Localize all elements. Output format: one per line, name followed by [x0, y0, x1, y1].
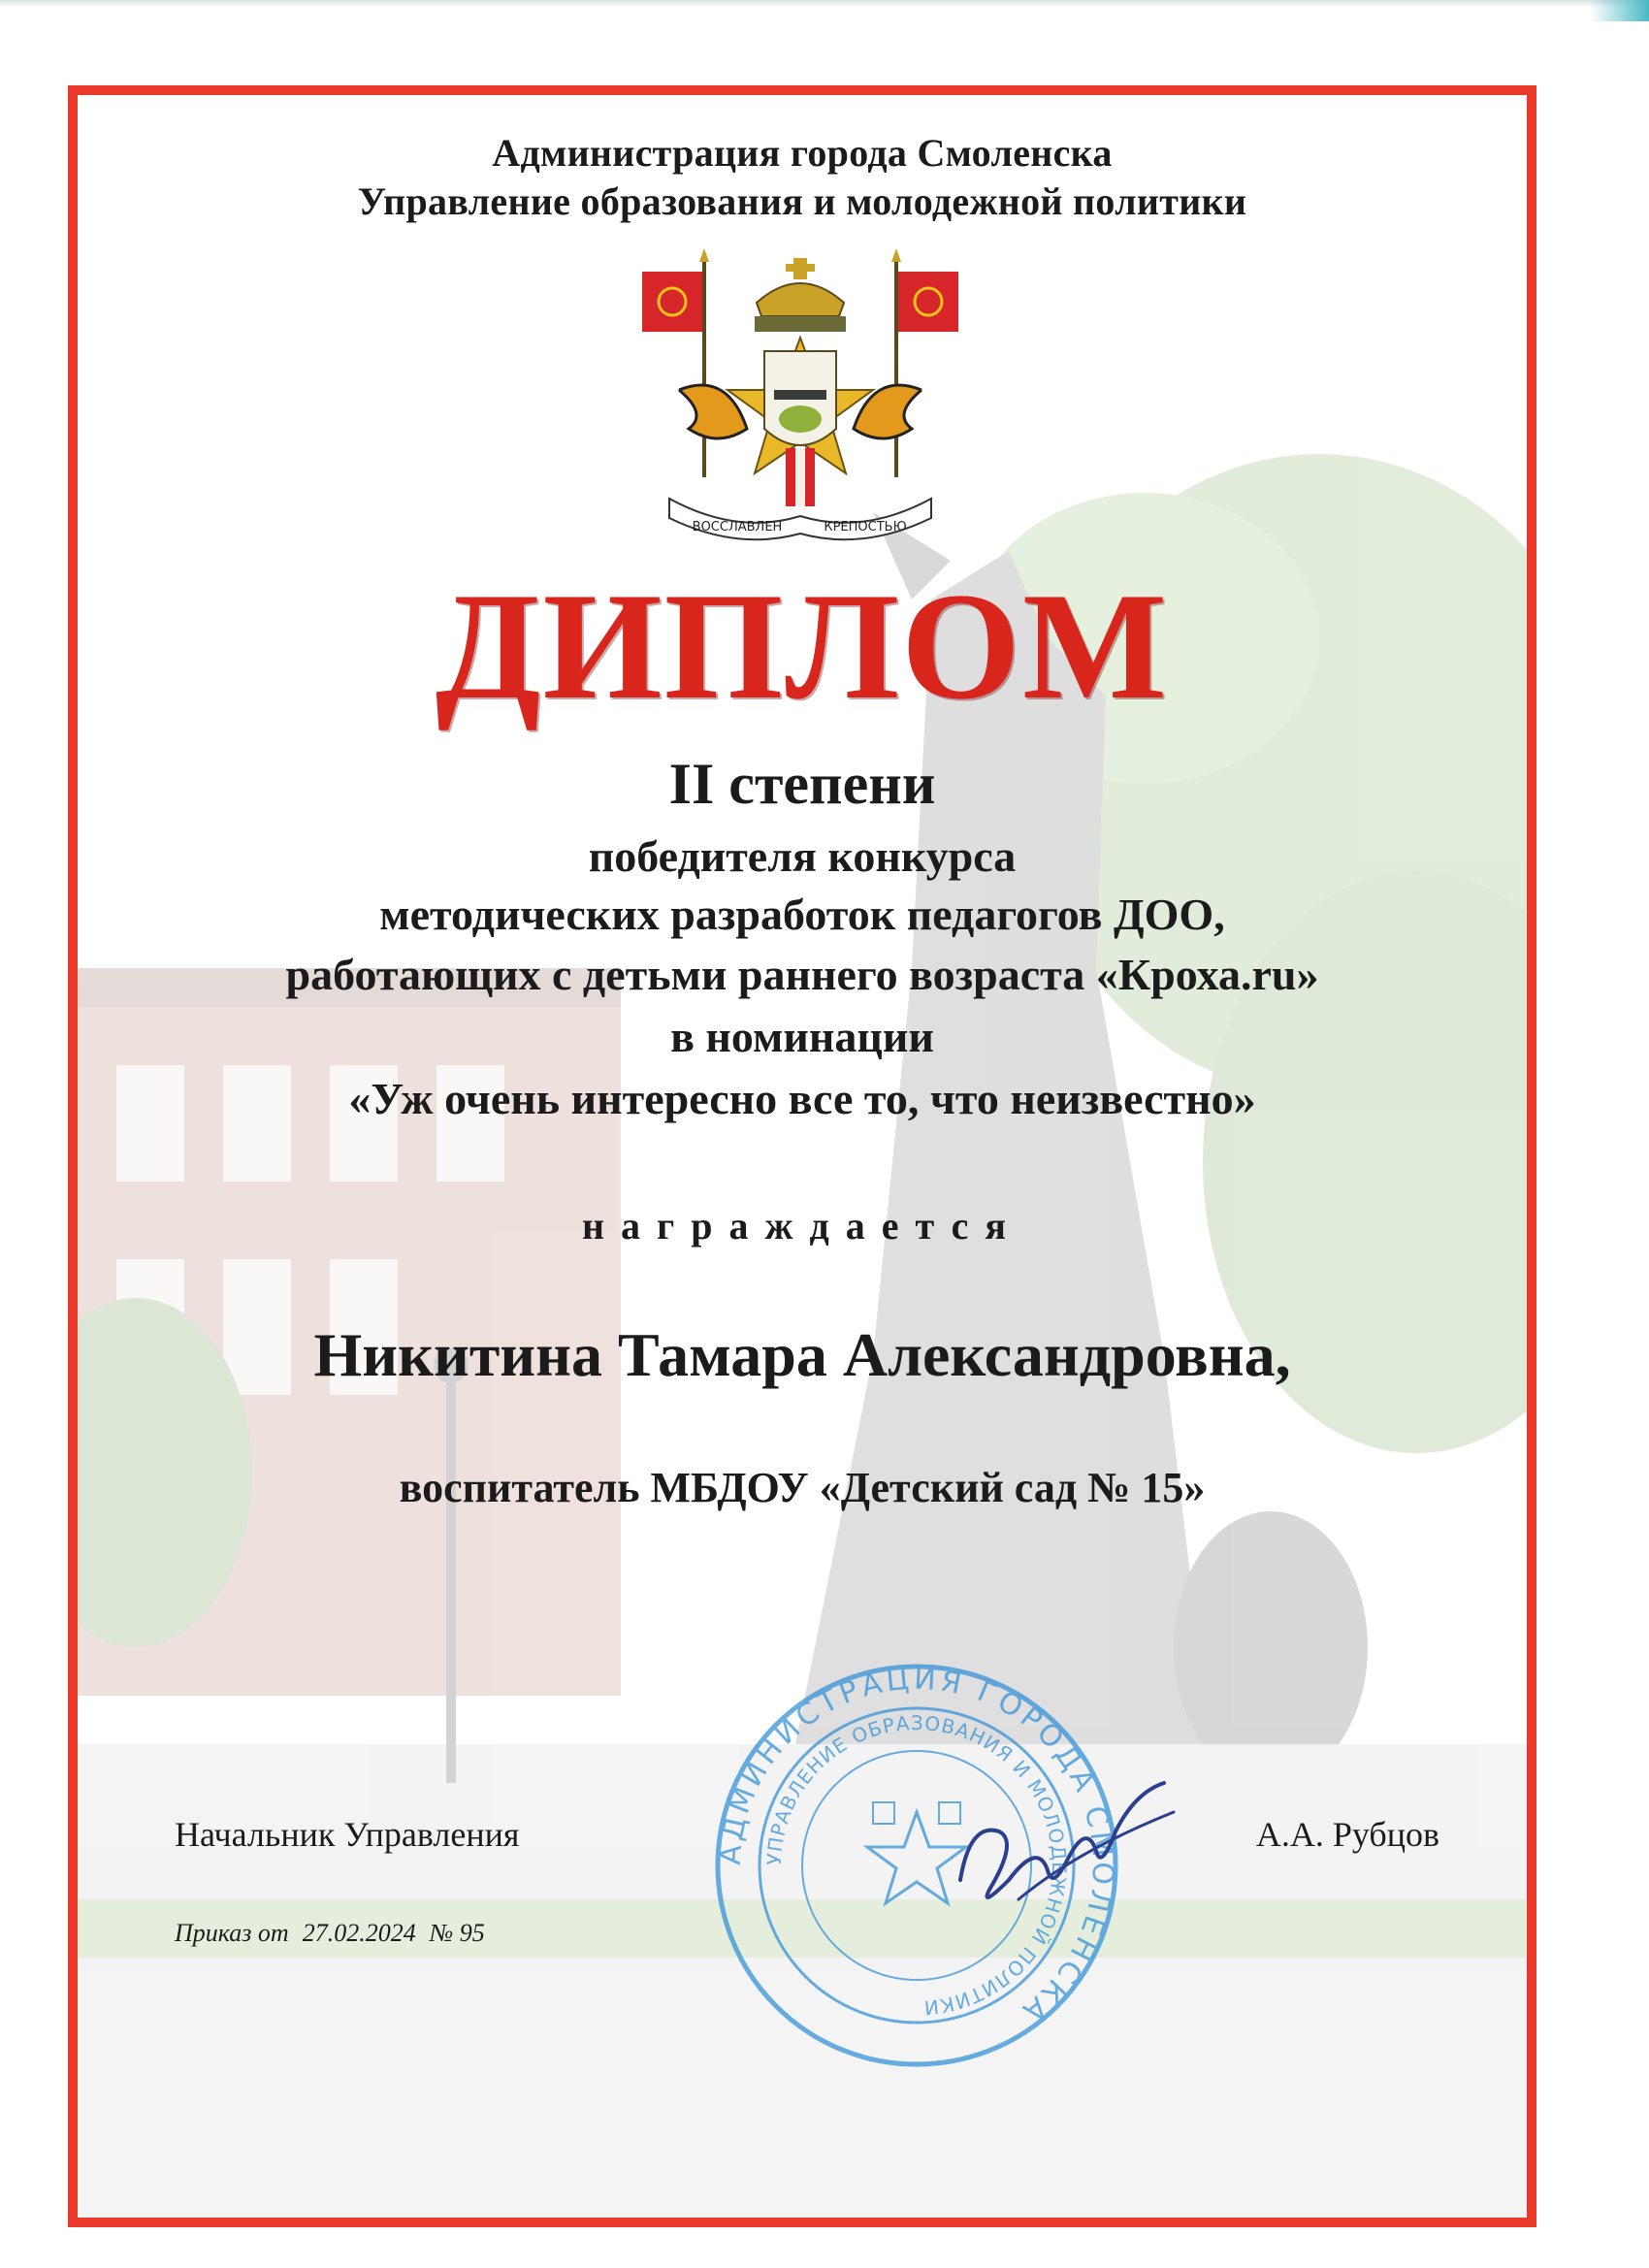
recipient-position: воспитатель МБДОУ «Детский сад № 15»: [399, 1464, 1206, 1511]
diploma-title: ДИПЛОМ: [435, 562, 1170, 731]
order-prefix: Приказ от: [175, 1919, 289, 1947]
signatory-title: Начальник Управления: [175, 1815, 520, 1854]
coat-of-arms-emblem: [640, 244, 960, 541]
signatory-name: А.А. Рубцов: [1255, 1815, 1439, 1854]
award-description-line: методических разработок педагогов ДОО,: [379, 890, 1225, 939]
award-description-line: работающих с детьми раннего возраста «Кроха.ru»: [285, 950, 1319, 999]
nomination-title: «Уж очень интересно все то, что неизвестно»: [348, 1074, 1256, 1123]
award-description-line: в номинации: [670, 1012, 934, 1061]
handwritten-signature: [931, 1764, 1183, 1928]
motto-right-text: КРЕПОСТЬЮ: [824, 520, 907, 535]
award-description-line: победителя конкурса: [588, 831, 1017, 881]
stamp-inner-text: УПРАВЛЕНИЕ ОБРАЗОВАНИЯ И МОЛОДЕЖНОЙ ПОЛИТИКИ: [761, 1710, 1072, 2020]
scan-corner-mark: [1591, 0, 1649, 21]
diploma-frame: [68, 85, 1536, 2227]
diploma-degree: II степени: [668, 752, 936, 816]
order-number: № 95: [429, 1919, 485, 1947]
awarded-label: награждается: [582, 1204, 1022, 1247]
stamp-outer-text: АДМИНИСТРАЦИЯ ГОРОДА СМОЛЕНСКА: [713, 1662, 1120, 2031]
issuer-administration: Администрация города Смоленска: [492, 131, 1113, 175]
order-reference: [175, 1919, 499, 1948]
diploma-content: [78, 95, 1527, 2218]
order-date: 27.02.2024: [302, 1919, 416, 1947]
motto-left-text: ВОССЛАВЛЕН: [692, 520, 783, 535]
scan-top-edge: [0, 0, 1649, 8]
recipient-name: Никитина Тамара Александровна,: [313, 1320, 1291, 1389]
issuer-department: Управление образования и молодежной политики: [357, 179, 1247, 223]
